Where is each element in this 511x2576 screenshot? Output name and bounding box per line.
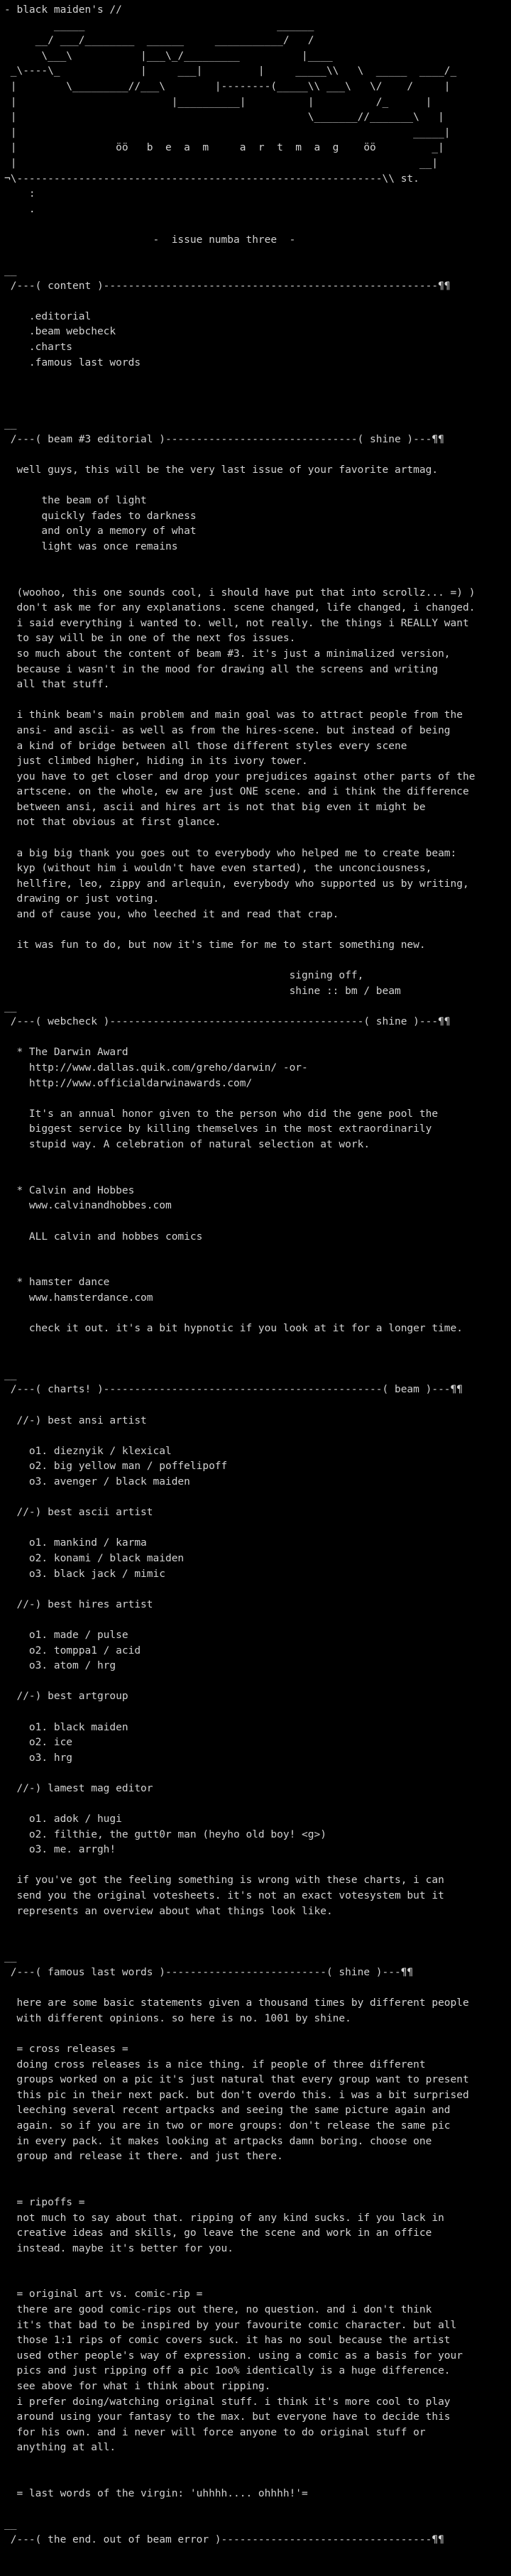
text-line (4, 1935, 511, 1950)
text-line (4, 1521, 511, 1537)
text-line: hellfire, leo, zippy and arlequin, everybody who supported us by writing, (4, 878, 469, 890)
text-line: instead. maybe it's better for you. (4, 2242, 234, 2254)
text-line: __ (4, 265, 17, 277)
text-line: i think beam's main problem and main goal was to attract people from the (4, 709, 463, 721)
text-line: biggest service by killing themselves in the most extraordinarily (4, 1123, 432, 1135)
text-line: | _____| (4, 126, 451, 138)
text-line: _____ ______ (4, 19, 314, 31)
text-line (4, 1796, 511, 1812)
text-line: i said everything i wanted to. well, not really. the things i REALLY want (4, 617, 469, 629)
text-line: .famous last words (4, 356, 141, 369)
text-line: | |__________| | /_ | (4, 96, 432, 108)
text-line (4, 1398, 511, 1414)
text-line: = ripoffs = (4, 2196, 85, 2208)
text-line: check it out. it's a bit hypnotic if you look at it for a longer time. (4, 1323, 463, 1335)
text-line: quickly fades to darkness (4, 510, 197, 522)
text-line (4, 1981, 511, 1997)
text-line: it was fun to do, but now it's time for me to start something new. (4, 939, 426, 951)
text-line: shine :: bm / beam (4, 986, 401, 997)
text-line: /---( famous last words )--------------------------( shine )---¶¶ (4, 1967, 414, 1978)
text-line (4, 693, 511, 709)
text-line: __ (4, 418, 17, 430)
text-line: __ (4, 1000, 17, 1013)
text-line: _\----\_ | ___| | _____\\ \ _____ ____/_ (4, 65, 457, 77)
text-line: with different opinions. so here is no. 1001 by shine. (4, 2012, 351, 2024)
text-line: and of cause you, who leeched it and read that crap. (4, 909, 339, 921)
text-line: o1. mankind / karma (4, 1537, 147, 1549)
text-line: - black maiden's // (4, 4, 122, 16)
text-line: light was once remains (4, 540, 178, 552)
text-line: /---( the end. out of beam error )----------------------------------¶¶ (4, 2533, 444, 2545)
text-line: //-) best artgroup (4, 1691, 128, 1703)
text-line: signing off, (4, 970, 364, 982)
text-line: between ansi, ascii and hires art is not that big even it might be (4, 801, 426, 813)
text-line: o3. me. arrgh! (4, 1844, 116, 1856)
text-line (4, 2256, 511, 2272)
text-line (4, 386, 511, 402)
text-line: - issue numba three - (4, 234, 296, 246)
text-line: artscene. on the whole, ew are just ONE scene. and i think the difference (4, 786, 469, 798)
text-line: ALL calvin and hobbes comics (4, 1230, 203, 1243)
text-line: send you the original votesheets. it's not an exact votesystem but it (4, 1890, 444, 1902)
text-line (4, 401, 511, 417)
text-line: www.hamsterdance.com (4, 1292, 153, 1304)
text-line: groups worked on a pic it's just natural that every group want to present (4, 2074, 469, 2086)
text-line (4, 570, 511, 586)
text-line: a big big thank you goes out to everybody who helped me to create beam: (4, 847, 457, 859)
text-line: ansi- and ascii- as well as from the hires-scene. but instead of being (4, 724, 451, 736)
text-line (4, 2180, 511, 2195)
text-line: the beam of light (4, 495, 147, 506)
text-line: | \_______//_______\ | (4, 111, 444, 124)
text-line: o3. hrg (4, 1752, 73, 1764)
text-line (4, 2472, 511, 2487)
text-line (4, 447, 511, 463)
text-line: o1. dieznyik / klexical (4, 1445, 172, 1457)
text-line (4, 1091, 511, 1107)
text-line: ¬\-----------------------------------------------------------\\ st. (4, 173, 419, 185)
text-line: www.calvinandhobbes.com (4, 1200, 172, 1212)
text-line (4, 371, 511, 386)
text-line: doing cross releases is a nice thing. if people of three different (4, 2058, 426, 2070)
text-line: if you've got the feeling something is wrong with these charts, i can (4, 1874, 444, 1887)
text-line: (woohoo, this one sounds cool, i should have put that into scrollz... =) ) (4, 586, 476, 599)
text-line (4, 1153, 511, 1169)
text-line: anything at all. (4, 2442, 116, 2454)
text-line: //-) best hires artist (4, 1598, 153, 1610)
text-line: not much to say about that. ripping of any kind sucks. if you lack in (4, 2212, 444, 2224)
text-line: __ (4, 1951, 17, 1963)
text-line: o1. made / pulse (4, 1629, 128, 1641)
text-line (4, 294, 511, 310)
text-line: i prefer doing/watching original stuff. i think it's more cool to play (4, 2396, 451, 2408)
text-line: /---( charts! )---------------------------------------------( beam )---¶¶ (4, 1384, 463, 1396)
text-line: o2. konami / black maiden (4, 1552, 185, 1564)
text-line: * hamster dance (4, 1277, 110, 1289)
text-line: leeching several recent artpacks and seeing the same picture again and (4, 2105, 451, 2117)
text-line (4, 2165, 511, 2181)
text-line (4, 1168, 511, 1184)
text-line: o3. black jack / mimic (4, 1568, 165, 1580)
text-line (4, 478, 511, 493)
text-line: stupid way. A celebration of natural selection at work. (4, 1138, 370, 1150)
text-line (4, 2026, 511, 2042)
text-line: a kind of bridge between all those different styles every scene (4, 740, 407, 752)
text-line: http://www.officialdarwinawards.com/ (4, 1077, 253, 1089)
text-line: so much about the content of beam #3. it's just a minimalized version, (4, 648, 451, 660)
text-line (4, 1919, 511, 1935)
text-line: again. so if you are in two or more groups: don't release the same pic (4, 2119, 451, 2132)
text-line: this pic in their next pack. but don't overdo this. i was a bit surprised (4, 2089, 469, 2101)
text-line (4, 1490, 511, 1506)
text-line (4, 1582, 511, 1598)
text-line: | __| (4, 157, 439, 169)
text-line (4, 2456, 511, 2472)
text-line: around using your fantasy to the max. but everyone have to decide this (4, 2411, 451, 2423)
text-line (4, 217, 511, 233)
text-line (4, 2502, 511, 2518)
text-line: it's that bad to be inspired by your favourite comic character. but all (4, 2319, 457, 2331)
text-line: = cross releases = (4, 2043, 128, 2055)
text-line: drawing or just voting. (4, 893, 160, 905)
text-line (4, 954, 511, 969)
text-line: well guys, this will be the very last issue of your favorite artmag. (4, 464, 439, 476)
text-line: __ (4, 1368, 17, 1380)
text-line: * The Darwin Award (4, 1047, 128, 1059)
text-line: /---( content )------------------------------------------------------¶¶ (4, 280, 451, 292)
text-line: those 1:1 rips of comic covers suck. it has no soul because the artist (4, 2335, 451, 2347)
text-line: o2. tomppa1 / acid (4, 1644, 141, 1657)
text-line: represents an overview about what things look like. (4, 1905, 333, 1917)
text-line: = original art vs. comic-rip = (4, 2288, 203, 2301)
text-line: in every pack. it makes looking at artpacks damn boring. choose one (4, 2135, 432, 2147)
text-line: o3. atom / hrg (4, 1660, 116, 1672)
text-line: o2. ice (4, 1737, 73, 1749)
text-line: here are some basic statements given a thousand times by different people (4, 1997, 469, 2009)
text-line: you have to get closer and drop your prejudices against other parts of the (4, 770, 476, 782)
text-line: o2. big yellow man / poffelipoff (4, 1461, 228, 1473)
text-line: not that obvious at first glance. (4, 817, 221, 829)
text-line (4, 923, 511, 939)
text-line: * Calvin and Hobbes (4, 1184, 135, 1196)
text-line: o3. avenger / black maiden (4, 1476, 190, 1488)
text-line: .beam webcheck (4, 326, 116, 338)
text-line: o1. black maiden (4, 1721, 128, 1733)
text-line (4, 1612, 511, 1628)
text-line (4, 1674, 511, 1690)
text-line: o2. filthie, the gutt0r man (heyho old boy! <g>) (4, 1828, 326, 1840)
text-line: o1. adok / hugi (4, 1813, 122, 1825)
text-line: .charts (4, 342, 73, 354)
text-line (4, 1766, 511, 1781)
text-line (4, 1337, 511, 1353)
text-line: //-) best ansi artist (4, 1414, 147, 1426)
text-line: http://www.dallas.quik.com/greho/darwin/ -or- (4, 1061, 308, 1074)
text-line (4, 249, 511, 264)
text-line (4, 2272, 511, 2288)
text-line: //-) best ascii artist (4, 1507, 153, 1519)
text-line: It's an annual honor given to the person who did the gene pool the (4, 1108, 439, 1120)
text-line (4, 1429, 511, 1444)
text-line: for his own. and i never will force anyone to do original stuff or (4, 2426, 426, 2438)
text-line: .editorial (4, 310, 92, 322)
text-line (4, 555, 511, 570)
text-line: __ (4, 2518, 17, 2531)
text-line (4, 1245, 511, 1260)
text-line: /---( webcheck )-----------------------------------------( shine )---¶¶ (4, 1016, 451, 1028)
text-line (4, 1858, 511, 1874)
text-line: //-) lamest mag editor (4, 1782, 153, 1794)
text-line: all that stuff. (4, 679, 110, 691)
text-line (4, 1260, 511, 1276)
text-line: just climbed higher, hiding in its ivory tower. (4, 755, 308, 768)
text-line: to say will be in one of the next fos issues. (4, 633, 296, 645)
text-line: = last words of the virgin: 'uhhhh.... ohhhh!'= (4, 2488, 308, 2500)
text-line: \___\ |___\_/_________ |____ (4, 50, 333, 62)
text-line (4, 1352, 511, 1368)
text-line: | öö b e a m a r t m a g öö _| (4, 142, 444, 154)
text-line: kyp (without him i wouldn't have even started), the unconciousness, (4, 863, 432, 875)
text-line (4, 1030, 511, 1046)
text-line: : (4, 188, 35, 200)
text-line: pics and just ripping off a pic 1oo% identically is a huge difference. (4, 2365, 451, 2377)
text-line: __/ ___/________ ______ ___________/ / (4, 35, 314, 47)
text-line: | \_________//___\ |--------(_____\\ ___\ \/ / | (4, 80, 451, 92)
text-line: creative ideas and skills, go leave the scene and work in an office (4, 2227, 432, 2239)
text-line (4, 831, 511, 846)
text-line: group and release it there. and just there. (4, 2151, 283, 2163)
text-line: . (4, 203, 35, 215)
text-line: because i wasn't in the mood for drawing all the screens and writing (4, 663, 439, 675)
text-line: used other people's way of expression. using a comic as a basis for your (4, 2349, 463, 2362)
text-line (4, 1214, 511, 1230)
text-line: there are good comic-rips out there, no question. and i don't think (4, 2304, 432, 2316)
text-line: /---( beam #3 editorial )-------------------------------( shine )---¶¶ (4, 433, 444, 445)
text-line (4, 1705, 511, 1720)
text-line: and only a memory of what (4, 525, 197, 537)
text-line: don't ask me for any explanations. scene changed, life changed, i changed. (4, 602, 476, 614)
text-line: see above for what i think about ripping. (4, 2381, 271, 2393)
text-line (4, 1306, 511, 1321)
